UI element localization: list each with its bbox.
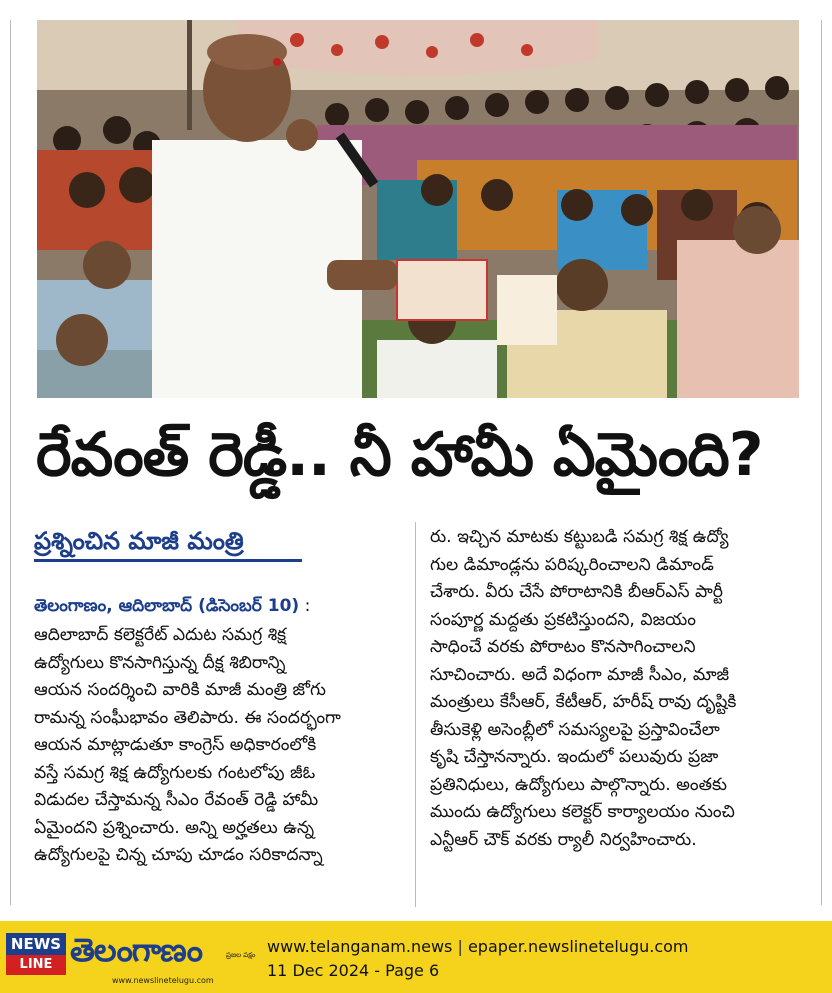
logo-news-text: NEWS <box>6 933 66 955</box>
masthead-url: www.newslinetelugu.com <box>112 976 214 985</box>
article-line: రు. ఇచ్చిన మాటకు కట్టుబడి సమగ్ర శిక్ష ఉద్యో <box>430 527 729 547</box>
article-line: సూచించారు. అదే విధంగా మాజీ సీఎం, మాజీ <box>430 664 730 685</box>
article-line: మంత్రులు కేసీఆర్, కేటీఆర్, హరీష్ రావు దృష్టికి <box>430 692 737 712</box>
article-photo <box>37 20 799 398</box>
footer-bar <box>0 921 832 993</box>
article-line: సంపూర్ణ మద్దతు ప్రకటిస్తుందని, విజయం <box>430 609 696 630</box>
url-separator: | <box>457 937 463 956</box>
article-line: రామన్న సంఘీభావం తెలిపారు. ఈ సందర్భంగా <box>34 707 341 728</box>
subheadline-underline <box>34 559 302 562</box>
article-line: ఉద్యోగులు కొనసాగిస్తున్న దీక్ష శిబిరాన్ని <box>34 652 286 673</box>
article-line: ఏమైందని ప్రశ్నించారు. అన్ని అర్హతలు ఉన్న <box>34 817 315 838</box>
site-url-link[interactable]: www.telanganam.news <box>267 937 453 956</box>
subheadline: ప్రశ్నించిన మాజీ మంత్రి <box>34 527 244 555</box>
left-border-rule <box>10 20 11 905</box>
headline: రేవంత్ రెడ్డీ.. నీ హామీ ఏమైంది? <box>36 420 763 490</box>
article-line: ఎన్టీఆర్ చౌక్ వరకు ర్యాలీ నిర్వహించారు. <box>430 829 697 850</box>
article-line: గుల డిమాండ్లను పరిష్కరించాలని డిమాండ్ <box>430 554 714 575</box>
article-line: కృషి చేస్తానన్నారు. ఇందులో పలువురు ప్రజా <box>430 747 719 767</box>
article-line: విడుదల చేస్తామన్న సీఎం రేవంత్ రెడ్డి హామీ <box>34 790 319 810</box>
column-divider <box>415 522 416 907</box>
issue-date-page: 11 Dec 2024 - Page 6 <box>267 961 440 980</box>
epaper-url-link[interactable]: epaper.newslinetelugu.com <box>467 937 689 956</box>
article-column-1 <box>34 622 406 870</box>
dateline-separator: : <box>299 596 311 616</box>
masthead-title: తెలంగాణం <box>70 931 202 969</box>
article-line: ఆయన మాట్లాడుతూ కాంగ్రెస్ అధికారంలోకి <box>34 735 317 755</box>
article-line: తీసుకెళ్లి అసెంబ్లీలో సమస్యలపై ప్రస్తావించేలా <box>430 719 720 740</box>
article-line: ఉద్యోగులపై చిన్న చూపు చూడం సరికాదన్నా <box>34 845 323 865</box>
article-line: వస్తే సమగ్ర శిక్ష ఉద్యోగులకు గంటలోపు జీఓ <box>34 762 316 783</box>
article-line: ముందు ఉద్యోగులు కలెక్టర్ కార్యాలయం నుంచి <box>430 802 735 822</box>
dateline-place: తెలంగాణం, ఆదిలాబాద్ (డిసెంబర్ 10) <box>34 596 300 616</box>
masthead-tagline: ప్రజల పక్షం <box>226 951 256 959</box>
article-line: ఆయన సందర్శించి వారికి మాజీ మంత్రి జోగు <box>34 680 327 700</box>
article-line: సాధించే వరకు పోరాటం కొనసాగించాలని <box>430 637 696 657</box>
right-border-rule <box>821 20 822 905</box>
logo-line-text: LINE <box>6 955 66 975</box>
newsline-logo <box>6 933 66 977</box>
article-column-2 <box>430 524 800 854</box>
article-line: ఆదిలాబాద్ కలెక్టరేట్ ఎదుట సమగ్ర శిక్ష <box>34 625 287 645</box>
article-line: చేశారు. వీరు చేసే పోరాటానికి బీఆర్ఎస్ పార్టీ <box>430 582 723 602</box>
article-line: ప్రతినిధులు, ఉద్యోగులు పాల్గొన్నారు. అంతకు <box>430 774 727 795</box>
dateline <box>34 592 310 620</box>
footer-urls <box>267 937 689 956</box>
